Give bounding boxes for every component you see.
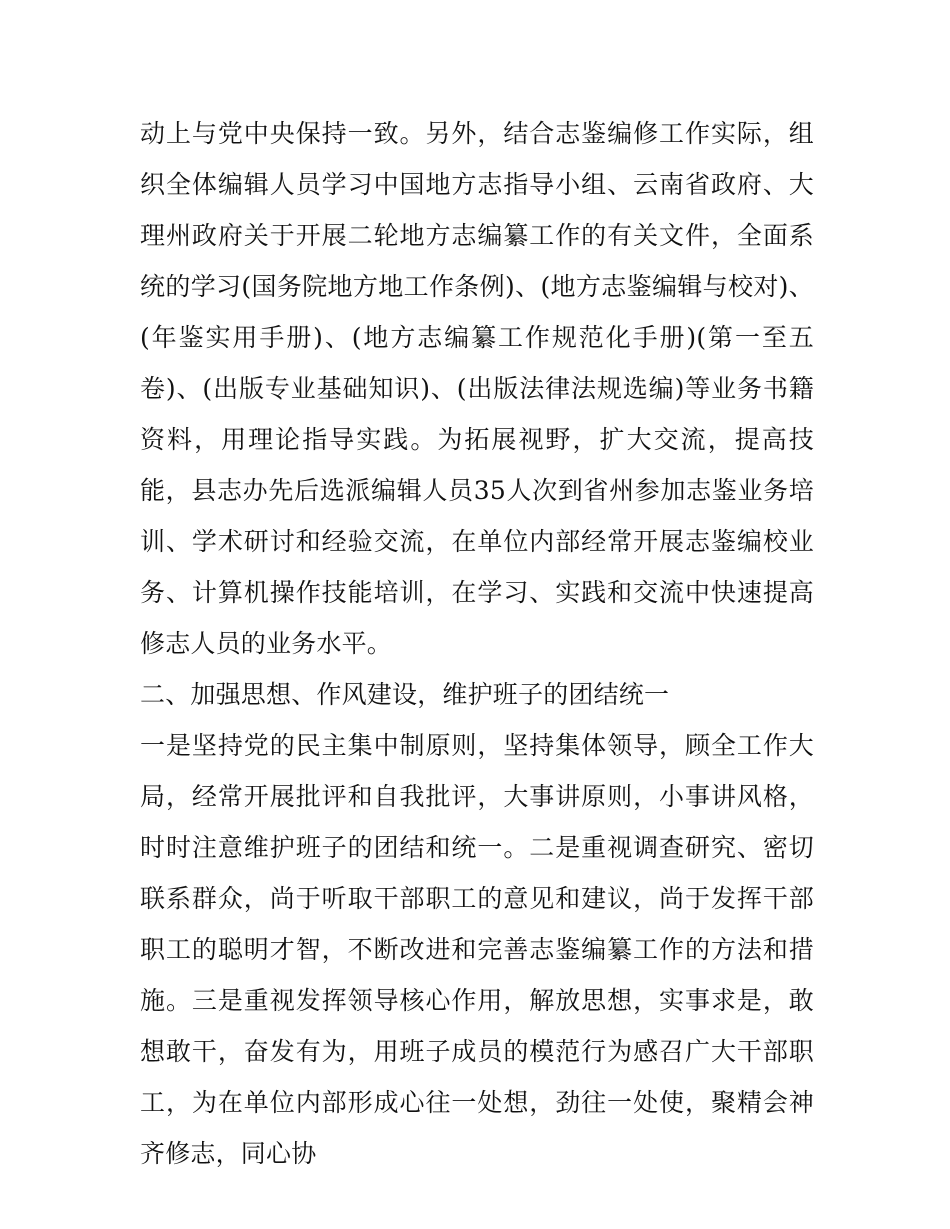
- document-body: [140, 108, 814, 1179]
- section-heading: 二、加强思想、作风建设，维护班子的团结统一: [140, 680, 670, 709]
- body-paragraph-2: 一是坚持党的民主集中制原则，坚持集体领导，顾全工作大局，经常开展批评和自我批评，大事讲原则，小事讲风格，时时注意维护班子的团结和统一。二是重视调查研究、密切联系群众，尚于听取干部职工的意见和建议，尚于发挥干部职工的聪明才智，不断改进和完善志鉴编纂工作的方法和措施。三是重视发挥领导核心作用，解放思想，实事求是，敢想敢干，奋发有为，用班子成员的模范行为感召广大干部职工，为在单位内部形成心往一处想，劲往一处使，聚精会神齐修志，同心协: [140, 731, 814, 1168]
- body-paragraph-1: 动上与党中央保持一致。另外，结合志鉴编修工作实际，组织全体编辑人员学习中国地方志指导小组、云南省政府、大理州政府关于开展二轮地方志编纂工作的有关文件，全面系统的学习(国务院地方地工作条例)、(地方志鉴编辑与校对)、(年鉴实用手册)、(地方志编纂工作规范化手册)(第一至五卷)、(出版专业基础知识)、(出版法律法规选编)等业务书籍资料，用理论指导实践。为拓展视野，扩大交流，提高技能，县志办先后选派编辑人员35人次到省州参加志鉴业务培训、学术研讨和经验交流，在单位内部经常开展志鉴编校业务、计算机操作技能培训，在学习、实践和交流中快速提高修志人员的业务水平。: [140, 119, 814, 658]
